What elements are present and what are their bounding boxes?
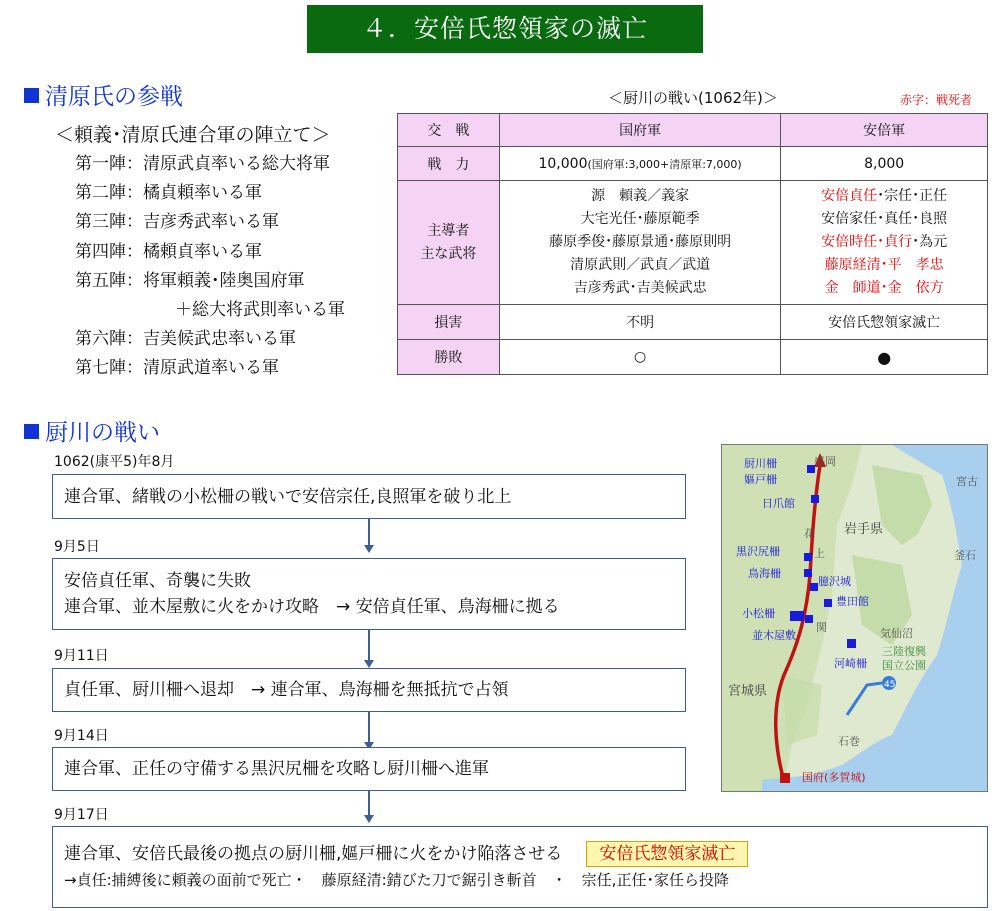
event-text: 連合軍、安倍氏最後の拠点の厨川柵,嫗戸柵に火をかけ陥落させる	[64, 844, 563, 864]
formation-line: 第四陣：橘頼貞率いる軍	[75, 241, 262, 262]
general-name-killed: 藤原経清･平 孝忠	[824, 257, 944, 273]
table-row	[398, 114, 988, 147]
general-line	[781, 231, 987, 254]
formation-line: ＋総大将武則率いる軍	[175, 300, 345, 321]
general-line: 源 頼義／義家	[591, 188, 690, 204]
battle-map	[721, 444, 988, 792]
table-cell: ●	[781, 340, 988, 375]
general-line: 大宅光任･藤原範季	[580, 211, 700, 227]
map-marker-icon	[790, 611, 804, 621]
map-marker-icon	[811, 495, 819, 503]
table-row	[398, 305, 988, 340]
formation-list	[75, 150, 345, 384]
map-marker-icon	[810, 583, 818, 591]
general-name: ･為元	[912, 234, 948, 250]
map-marker-icon	[804, 553, 812, 561]
event-text: 連合軍、並木屋敷に火をかけ攻略 → 安倍貞任軍、鳥海柵に拠る	[64, 597, 560, 617]
map-label: 河崎柵	[834, 657, 867, 670]
event-box	[52, 558, 686, 630]
formation-title: ＜頼義･清原氏連合軍の陣立て＞	[55, 124, 331, 146]
map-label: 石巻	[838, 735, 860, 748]
formation-line: 第七陣：清原武道率いる軍	[75, 358, 279, 379]
timeline-connector	[368, 791, 370, 815]
event-text: 貞任軍、厨川柵へ退却 → 連合軍、鳥海柵を無抵抗で占領	[64, 680, 509, 700]
map-label: 国府(多賀城)	[802, 771, 866, 784]
general-line	[781, 185, 987, 208]
table-cell: ○	[499, 340, 781, 375]
map-illustration	[722, 445, 988, 792]
event-date: 9月17日	[54, 807, 109, 823]
map-label: 関	[816, 621, 827, 634]
event-date: 9月11日	[54, 648, 109, 664]
general-line	[781, 208, 987, 231]
timeline-connector	[368, 712, 370, 742]
formation-line: 第三陣：吉彦秀武率いる軍	[75, 212, 279, 233]
general-line: 藤原季俊･藤原景通･藤原則明	[549, 234, 732, 250]
map-label: 45	[884, 680, 896, 690]
map-label: 気仙沼	[880, 627, 913, 640]
map-label: 宮古	[956, 475, 978, 488]
map-label: 鳥海柵	[748, 567, 781, 580]
formation-line: 第一陣：清原武貞率いる総大将軍	[75, 154, 330, 174]
event-box	[52, 474, 686, 519]
table-row	[398, 147, 988, 181]
map-marker-icon	[847, 639, 856, 648]
table-label-cell	[398, 181, 500, 305]
map-marker-icon	[804, 569, 812, 577]
map-label: 花	[804, 527, 815, 540]
strength-breakdown: (国府軍:3,000+清原軍:7,000)	[587, 157, 742, 171]
red-text-legend: 赤字：戦死者	[900, 93, 973, 107]
event-date: 9月14日	[54, 728, 109, 744]
map-label: 豊田館	[836, 595, 869, 608]
section-heading-kiyohara	[24, 78, 183, 111]
battle-summary-table	[397, 113, 988, 375]
event-date: 9月5日	[54, 539, 100, 555]
general-name: 安倍家任･真任･良照	[821, 211, 948, 227]
square-bullet-icon	[24, 424, 39, 439]
map-label: 国立公園	[882, 659, 926, 672]
event-text: 連合軍、緒戦の小松柵の戦いで安倍宗任,良照軍を破り北上	[64, 486, 512, 507]
event-subtext: →貞任:捕縛後に頼義の面前で死亡・ 藤原経清:錆びた刀で鋸引き斬首 ・ 宗任,正任･家任ら投降	[64, 871, 729, 889]
page-title: ４．安倍氏惣領家の滅亡	[307, 5, 703, 53]
general-name-killed: 金 師道･金 依方	[824, 280, 944, 296]
map-label: 釜石	[954, 549, 976, 562]
map-marker-icon	[824, 599, 832, 607]
timeline-connector	[368, 630, 370, 660]
section-heading-kuriyagawa	[24, 414, 160, 447]
table-label-cell: 勝敗	[398, 340, 500, 375]
formation-line: 第六陣：吉美候武忠率いる軍	[75, 329, 296, 350]
table-row	[398, 181, 988, 305]
table-row	[398, 340, 988, 375]
general-name: ･宗任･正任	[877, 188, 948, 204]
table-label-cell: 戦 力	[398, 147, 500, 181]
map-label: 臆沢城	[818, 575, 851, 588]
map-label: 三陸復興	[882, 645, 926, 658]
event-text: 連合軍、正任の守備する黒沢尻柵を攻略し厨川柵へ進軍	[64, 759, 489, 779]
general-line	[781, 254, 987, 277]
map-label: 岩手県	[844, 522, 884, 537]
table-cell: 8,000	[781, 147, 988, 181]
section-heading-text: 厨川の戦い	[45, 420, 160, 446]
table-header-cell: 安倍軍	[781, 114, 988, 147]
table-cell	[781, 181, 988, 305]
event-text: 安倍貞任軍、奇襲に失敗	[64, 571, 251, 591]
table-cell	[499, 147, 781, 181]
map-label: 盛岡	[814, 455, 836, 468]
arrow-down-icon	[364, 815, 374, 823]
event-date: 1062(康平5)年8月	[54, 454, 175, 470]
generals-label: 主導者	[427, 222, 470, 239]
general-line	[781, 277, 987, 300]
map-label: 宮城県	[728, 684, 768, 699]
formation-line: 第二陣：橘貞頼率いる軍	[75, 183, 262, 204]
square-bullet-icon	[24, 88, 39, 103]
table-cell: 不明	[499, 305, 781, 340]
map-label: 並木屋敷	[752, 629, 796, 642]
map-marker-icon	[780, 773, 790, 783]
event-box	[52, 668, 686, 712]
battle-table-caption: ＜厨川の戦い(1062年)＞	[608, 89, 778, 107]
general-line: 吉彦秀武･吉美候武忠	[573, 280, 707, 296]
table-header-cell: 国府軍	[499, 114, 781, 147]
timeline-connector	[368, 519, 370, 545]
generals-label: 主な武将	[420, 245, 477, 262]
table-header-cell: 交 戦	[398, 114, 500, 147]
table-cell: 安倍氏惣領家滅亡	[781, 305, 988, 340]
event-text-row	[64, 841, 987, 867]
general-line: 清原武則／武貞／武道	[570, 257, 711, 273]
arrow-down-icon	[364, 660, 374, 668]
map-label: 日爪館	[762, 497, 795, 510]
general-name-killed: 安倍貞任	[821, 188, 878, 204]
strength-value: 10,000	[538, 155, 588, 172]
map-label: 嫗戸柵	[744, 473, 777, 486]
event-box-final	[52, 826, 988, 908]
formation-line: 第五陣：将軍頼義･陸奥国府軍	[75, 270, 305, 291]
section-heading-text: 清原氏の参戦	[45, 84, 183, 110]
map-label: 厨川柵	[744, 457, 777, 470]
table-cell	[499, 181, 781, 305]
downfall-badge: 安倍氏惣領家滅亡	[586, 841, 748, 867]
map-label: 上	[814, 547, 825, 560]
map-label: 黒沢尻柵	[736, 545, 780, 558]
event-box	[52, 747, 686, 791]
arrow-down-icon	[364, 545, 374, 553]
general-name-killed: 安倍時任･貞行	[821, 234, 913, 250]
table-label-cell: 損害	[398, 305, 500, 340]
map-label: 小松柵	[742, 607, 775, 620]
map-marker-icon	[805, 615, 813, 623]
